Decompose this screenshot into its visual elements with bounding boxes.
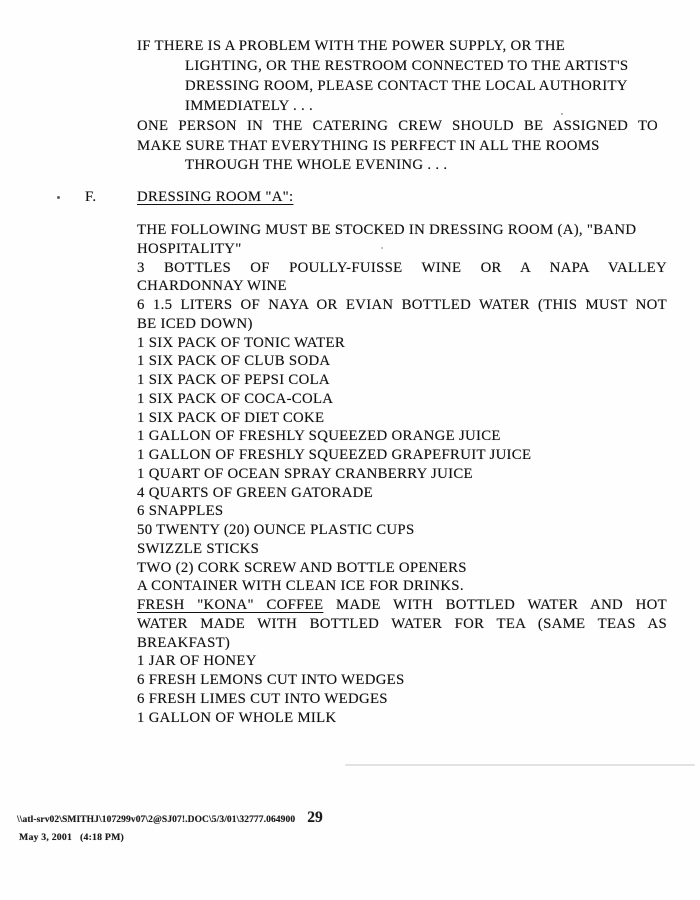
text-line: MAKE SURE THAT EVERYTHING IS PERFECT IN ALL THE ROOMS	[137, 137, 600, 154]
footer-filepath: \\atl-srv02\SMITHJ\107299v07\2@SJ07!.DOC\5/3/01\32777.064900	[17, 815, 296, 825]
section-f-heading-row	[0, 189, 700, 211]
section-heading-text: DRESSING ROOM "A":	[137, 189, 294, 205]
text-line: 6 FRESH LEMONS CUT INTO WEDGES	[137, 672, 405, 688]
text-line: 1 SIX PACK OF DIET COKE	[137, 409, 325, 426]
text-line: 1 SIX PACK OF TONIC WATER	[137, 334, 345, 351]
dressing-room-stock-list	[137, 221, 667, 727]
text-line: BREAKFAST)	[137, 634, 231, 651]
text-line: LIGHTING, OR THE RESTROOM CONNECTED TO THE ARTIST'S	[185, 57, 629, 74]
text-line: TWO (2) CORK SCREW AND BOTTLE OPENERS	[137, 559, 467, 576]
text-line: 1 SIX PACK OF COCA-COLA	[137, 390, 334, 407]
intro-paragraph	[137, 37, 658, 176]
text-line: FRESH "KONA" COFFEE MADE WITH BOTTLED WATER AND HOT	[137, 597, 667, 613]
text-line: THE FOLLOWING MUST BE STOCKED IN DRESSING ROOM (A), "BAND	[137, 222, 637, 238]
text-line: 1 GALLON OF WHOLE MILK	[137, 709, 337, 726]
text-line: WATER MADE WITH BOTTLED WATER FOR TEA (SAME TEAS AS	[137, 615, 667, 632]
scan-speck	[381, 247, 383, 249]
text-line: 1 GALLON OF FRESHLY SQUEEZED GRAPEFRUIT JUICE	[137, 447, 532, 463]
footer-date: May 3, 2001 (4:18 PM)	[19, 832, 124, 843]
text-line: IF THERE IS A PROBLEM WITH THE POWER SUPPLY, OR THE	[137, 38, 566, 54]
footer-filepath-row	[17, 810, 323, 828]
scan-speck	[57, 196, 60, 199]
text-line: 4 QUARTS OF GREEN GATORADE	[137, 484, 374, 501]
scan-speck	[561, 113, 563, 115]
text-line: 6 1.5 LITERS OF NAYA OR EVIAN BOTTLED WATER (THIS MUST NOT	[137, 297, 667, 313]
text-line: A CONTAINER WITH CLEAN ICE FOR DRINKS.	[137, 578, 464, 595]
section-heading	[137, 189, 293, 206]
text-line: 6 SNAPPLES	[137, 503, 224, 520]
scan-streak	[345, 764, 695, 766]
section-label: F.	[85, 189, 97, 205]
text-line: THROUGH THE WHOLE EVENING . . .	[185, 157, 448, 174]
underlined-text: FRESH "KONA" COFFEE	[137, 597, 324, 613]
text-line: ONE PERSON IN THE CATERING CREW SHOULD BE ASSIGNED TO	[137, 117, 658, 134]
text-line: BE ICED DOWN)	[137, 315, 253, 332]
text-line: 1 SIX PACK OF CLUB SODA	[137, 353, 331, 370]
text-line: 6 FRESH LIMES CUT INTO WEDGES	[137, 690, 388, 707]
text-line: 1 GALLON OF FRESHLY SQUEEZED ORANGE JUICE	[137, 428, 501, 445]
text-line: 1 SIX PACK OF PEPSI COLA	[137, 372, 330, 388]
text-line: IMMEDIATELY . . .	[185, 97, 314, 114]
text-line: 1 JAR OF HONEY	[137, 653, 257, 670]
text-line: 1 QUART OF OCEAN SPRAY CRANBERRY JUICE	[137, 465, 473, 482]
text-line: DRESSING ROOM, PLEASE CONTACT THE LOCAL AUTHORITY	[185, 77, 628, 94]
text-line: CHARDONNAY WINE	[137, 278, 287, 295]
text-line: 3 BOTTLES OF POULLY-FUISSE WINE OR A NAPA VALLEY	[137, 259, 667, 276]
text-line: SWIZZLE STICKS	[137, 540, 260, 557]
text-line: HOSPITALITY"	[137, 240, 242, 257]
text-line: 50 TWENTY (20) OUNCE PLASTIC CUPS	[137, 522, 415, 538]
page-number: 29	[307, 809, 323, 826]
